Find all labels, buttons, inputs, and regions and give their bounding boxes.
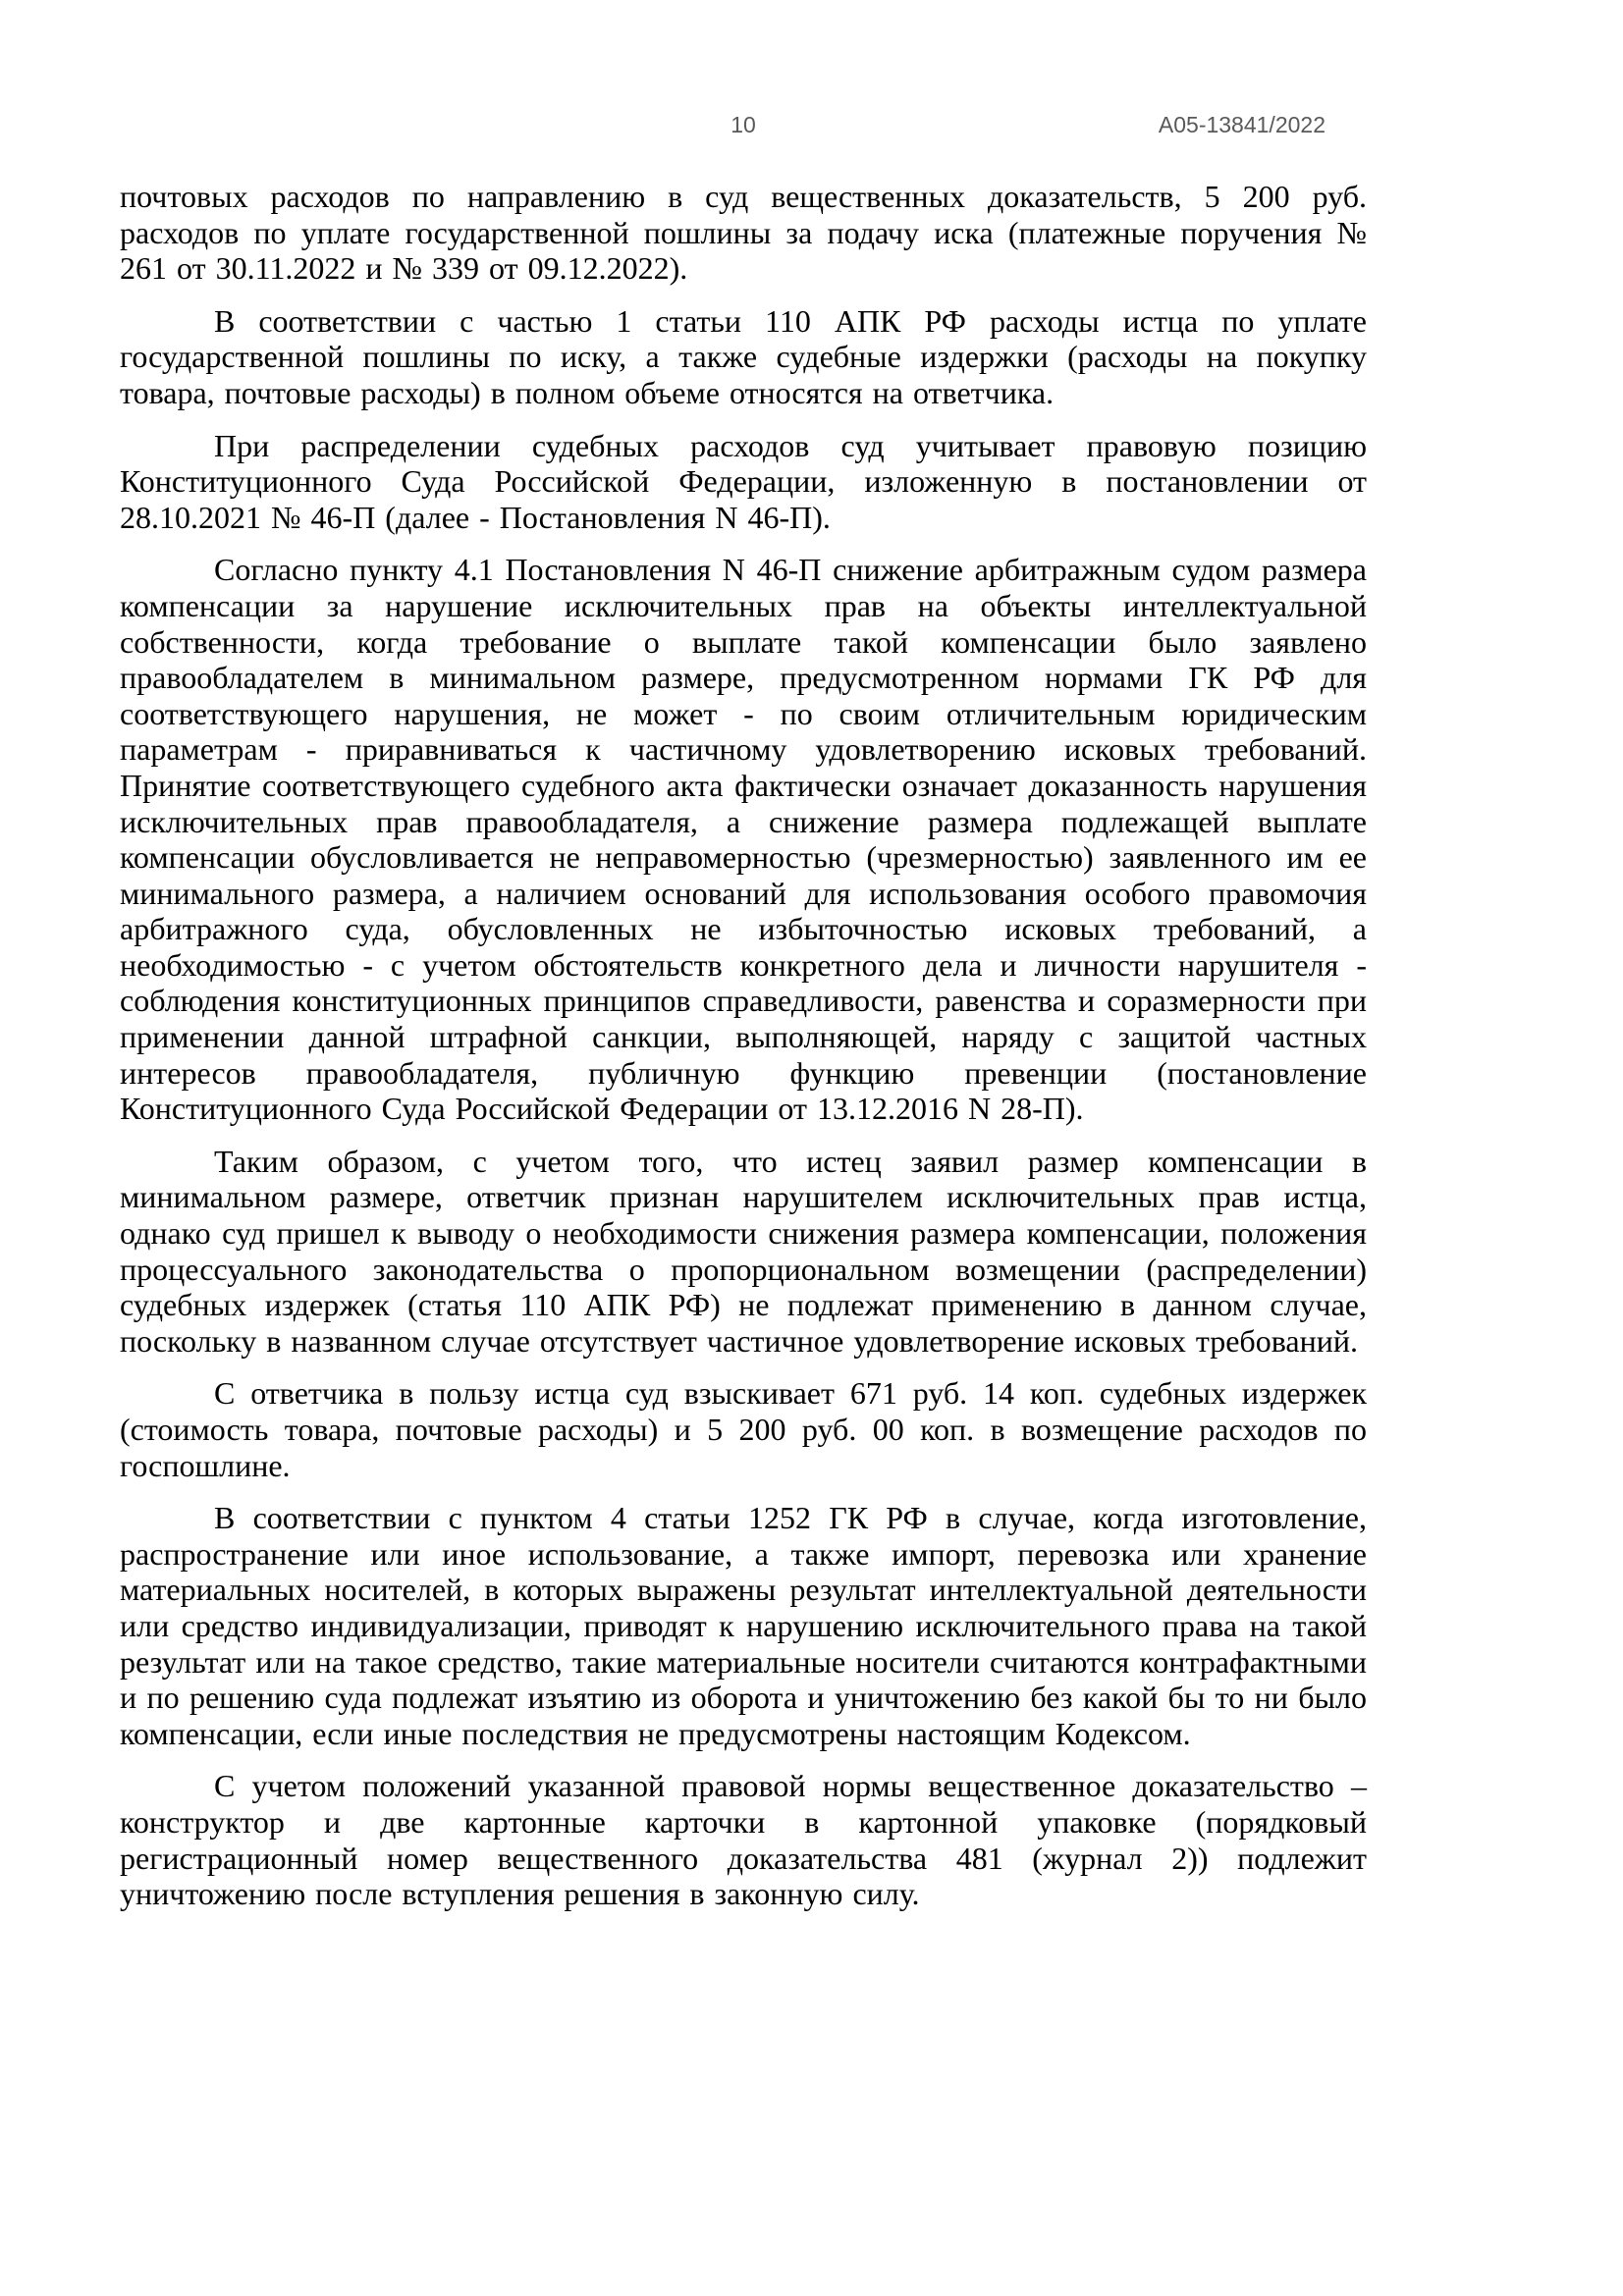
- paragraph-no-proportional-distribution: Таким образом, с учетом того, что истец заявил размер компенсации в минимальном размере, ответчик признан нарушителем исключительных прав истца, однако суд пришел к выводу о необходимости снижения размера компенсации, положения процессуального законодательства о пропорциональном возмещении (распределении) судебных издержек (статья 110 АПК РФ) не подлежат применению в данном случае, поскольку в названном случае отсутствует частичное удовлетворение исковых требований.: [120, 1143, 1367, 1359]
- paragraph-gk-1252: В соответствии с пунктом 4 статьи 1252 ГК РФ в случае, когда изготовление, распространение или иное использование, а также импорт, перевозка или хранение материальных носителей, в которых выражены результат интеллектуальной деятельности или средство индивидуализации, приводят к нарушению исключительного права на такой результат или на такое средство, такие материальные носители считаются контрафактными и по решению суда подлежат изъятию из оборота и уничтожению без какой бы то ни было компенсации, если иные последствия не предусмотрены настоящим Кодексом.: [120, 1500, 1367, 1751]
- paragraph-apk-110: В соответствии с частью 1 статьи 110 АПК РФ расходы истца по уплате государственной пошлины по иску, а также судебные издержки (расходы на покупку товара, почтовые расходы) в полном объеме относятся на ответчика.: [120, 302, 1367, 410]
- case-number: A05-13841/2022: [1158, 112, 1325, 137]
- paragraph-constitutional-court-position: При распределении судебных расходов суд учитывает правовую позицию Конституционного Суда Российской Федерации, изложенную в постановлении от 28.10.2021 № 46-П (далее - Постановления N 46-П).: [120, 427, 1367, 535]
- paragraph-resolution-46p: Согласно пункту 4.1 Постановления N 46-П снижение арбитражным судом размера компенсации за нарушение исключительных прав на объекты интеллектуальной собственности, когда требование о выплате такой компенсации было заявлено правообладателем в минимальном размере, предусмотренном нормами ГК РФ для соответствующего нарушения, не может - по своим отличительным юридическим параметрам - приравниваться к частичному удовлетворению исковых требований. Принятие соответствующего судебного акта фактически означает доказанность нарушения исключительных прав правообладателя, а снижение размера подлежащей выплате компенсации обусловливается не неправомерностью (чрезмерностью) заявленного им ее минимального размера, а наличием оснований для использования особого правомочия арбитражного суда, обусловленных не избыточностью исковых требований, а необходимостью - с учетом обстоятельств конкретного дела и личности нарушителя - соблюдения конституционных принципов справедливости, равенства и соразмерности при применении данной штрафной санкции, выполняющей, наряду с защитой частных интересов правообладателя, публичную функцию превенции (постановление Конституционного Суда Российской Федерации от 13.12.2016 N 28-П).: [120, 552, 1367, 1127]
- paragraph-recovery-amounts: С ответчика в пользу истца суд взыскивает 671 руб. 14 коп. судебных издержек (стоимость товара, почтовые расходы) и 5 200 руб. 00 коп. в возмещение расходов по госпошлине.: [120, 1375, 1367, 1483]
- page-header: [120, 108, 1367, 141]
- paragraph-evidence-destruction: С учетом положений указанной правовой нормы вещественное доказательство – конструктор и две картонные карточки в картонной упаковке (порядковый регистрационный номер вещественного доказательства 481 (журнал 2)) подлежит уничтожению после вступления решения в законную силу.: [120, 1768, 1367, 1912]
- page-number: 10: [730, 112, 756, 137]
- document-text: [120, 179, 1367, 1929]
- paragraph-postal-expenses: почтовых расходов по направлению в суд вещественных доказательств, 5 200 руб. расходов по уплате государственной пошлины за подачу иска (платежные поручения № 261 от 30.11.2022 и № 339 от 09.12.2022).: [120, 179, 1367, 287]
